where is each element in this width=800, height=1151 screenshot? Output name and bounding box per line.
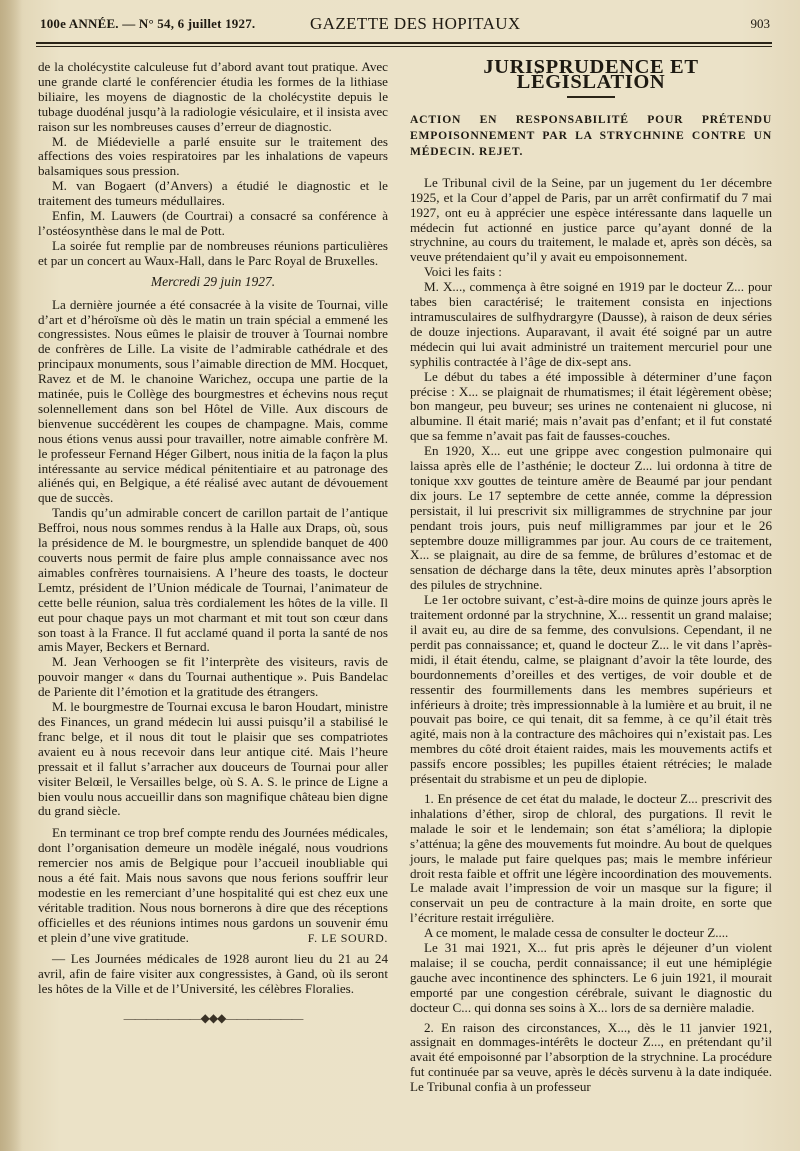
- issue-line: 100e ANNÉE. — N° 54, 6 juillet 1927.: [40, 16, 256, 31]
- page-number: 903: [750, 16, 770, 31]
- paragraph: En terminant ce trop bref compte rendu des Journées médicales, dont l’organisation demeure un modèle inégalé, nous voudrions remercier nos amis de Belgique pour l’accueil inoubliable qui nous a été fait. Mais nous savons que nous ferions souffrir leur modestie en les remerciant d’une hospitalité qui est chez eux une véritable tradition. Nous nous bornerons à dire que des réceptions officielles et des réunions intimes nous gardons un souvenir ému et plein d’une vive gratitude.: [38, 825, 388, 945]
- title-rule: [567, 96, 615, 98]
- section-title: JURISPRUDENCE ET LÉGISLATION: [483, 56, 699, 93]
- article-subheading: ACTION EN RESPONSABILITÉ POUR PRÉTENDU EMPOISONNEMENT PAR LA STRYCHNINE CONTRE UN MÉDECIN. REJET.: [410, 112, 772, 158]
- right-column: [410, 56, 772, 1095]
- paragraph: de la cholécystite calculeuse fut d’abord avant tout pratique. Avec une grande clarté le conférencier étudia les formes de la lithiase biliaire, les moyens de diagnostic de la cholécystite depuis le tubage duodénal jusqu’à la radiologie vésiculaire, et il insista avec raison sur les nombreuses causes d’erreur de diagnostic.: [38, 59, 388, 134]
- paragraph: — Les Journées médicales de 1928 auront lieu du 21 au 24 avril, afin de faire visiter aux congressistes, à Gand, où ils seront les hôtes de la Ville et de l’Université, les célèbres Floralies.: [38, 951, 388, 997]
- section-ornament: ———————◆◆◆———————: [123, 1011, 303, 1026]
- paragraph: Le 31 mai 1921, X... fut pris après le déjeuner d’un violent malaise; il se coucha, perdit connaissance; il eut une hémiplégie gauche avec incontinence des sphincters. Le 6 juin 1921, il mourait emporté par une congestion cérébrale, suivant le diagnostic du docteur C... qui donna ses soins à X... lors de sa dernière maladie.: [410, 940, 772, 1015]
- paragraph: 2. En raison des circonstances, X..., dès le 11 janvier 1921, assignait en dommages-intérêts le docteur Z..., en prétendant qu’il avait été empoisonné par l’absorption de la strychnine. La procédure fut continuée par sa veuve, après le décès survenu à la date indiquée. Le Tribunal confia à un professeur: [410, 1019, 772, 1095]
- paragraph: M. Jean Verhoogen se fit l’interprète des visiteurs, ravis de pouvoir manger « dans du Tournai authentique ». Puis Bandelac de Pariente dit l’émotion et la gratitude des étrangers.: [38, 654, 388, 700]
- paragraph: Tandis qu’un admirable concert de carillon partait de l’antique Beffroi, nous nous sommes rendus à la Halle aux Draps, où, sous la présidence de M. le bourgmestre, un splendide banquet de 400 couverts nous permit de faire plus ample connaissance avec nos aimables confrères tournaisiens. A l’heure des toasts, le docteur Lemtz, président de l’Union médicale de Tournai, l’animateur de cette belle réunion, salua très cordialement les hôtes de la ville. Il eut pour chaque pays un mot charmant et mit tout son cœur dans son toast à la France. Il fut acclamé quand il porta la santé de nos amis Mayer, Beckers et Bernard.: [38, 505, 388, 655]
- left-column: [38, 60, 388, 1026]
- paragraph: A ce moment, le malade cessa de consulter le docteur Z....: [424, 925, 729, 941]
- page-binding-shadow: [0, 0, 22, 1151]
- author-signature: F. LE SOURD.: [307, 930, 388, 945]
- paragraph: En 1920, X... eut une grippe avec congestion pulmonaire qui laissa après elle de l’asthénie; le docteur Z... lui ordonna à titre de tonique xxv gouttes de teinture amère de Beaumé par jour pendant dix jours. Le 17 septembre de cette année, comme la dépression persistait, il lui prescrivit six milligrammes de strychnine par jour pendant trois jours, puis neuf milligrammes par jour et le 26 septembre douze milligrammes par jour. Au cours de ce traitement, X... se plaignait, au dire de sa femme, de brûlures d’estomac et de sensation de décharge dans la tête, deux minutes après l’absorption des pilules de strychnine.: [410, 443, 772, 593]
- paragraph: La soirée fut remplie par de nombreuses réunions particulières et par un concert au Waux-Hall, dans le Parc Royal de Bruxelles.: [38, 237, 388, 268]
- header-rule-thick: [36, 42, 772, 44]
- paragraph: Le Tribunal civil de la Seine, par un jugement du 1er décembre 1925, et la Cour d’appel de Paris, par un arrêt confirmatif du 7 mai 1927, ont eu à apprécier une espèce intéressante dans laquelle un médecin fut actionné en justice parce qu’ayant donné de la strychnine, au cours du traitement, le malade et, après son décès, sa veuve prétendaient qu’il y avait eu empoisonnement.: [410, 174, 772, 265]
- paragraph: M. X..., commença à être soigné en 1919 par le docteur Z... pour tabes bien caractérisé; le traitement consista en injections intramusculaires de sulfhydrargyre (Dausse), à raison de deux séries de douze injections. Auparavant, il avait été soigné par un autre médecin qui lui avait administré un traitement mercuriel pour une syphilis contractée à l’âge de dix-sept ans.: [410, 279, 772, 369]
- paragraph: Voici les faits :: [424, 264, 502, 280]
- paragraph: La dernière journée a été consacrée à la visite de Tournai, ville d’art et d’héroïsme où dès le matin un train spécial a emmené les congressistes. Nous eûmes le plaisir de trouver à Tournai nombre de confrères de Lille. La visite de l’admirable cathédrale et des principaux monuments, sous l’aimable direction de MM. Hocquet, Ravez et de M. le chanoine Warichez, occupa une partie de la matinée, puis le Collège des bourgmestres et échevins nous reçut solennellement dans son bel Hôtel de Ville. Aux discours de bienvenue succédèrent les coupes de champagne. Mais, comme nous étions venus aussi pour travailler, notre aimable confrère M. le professeur Fernand Héger Gilbert, nous initia de la façon la plus intéressante au service médical pénitentiaire et au patronage des aliénés qui, en Belgique, a été réalisé avec autant de dévouement que de succès.: [38, 296, 388, 506]
- running-header: [40, 14, 770, 36]
- paragraph: M. le bourgmestre de Tournai excusa le baron Houdart, ministre des Finances, un grand médecin lui aussi puisqu’il a stabilisé le franc belge, et il nous dit tout le plaisir que ses compatriotes avaient eu à nous recevoir dans leur antique cité. Mais l’heure pressait et il fallut s’arracher aux douceurs de Tournai pour aller visiter Belœil, le Versailles belge, où S. A. S. le prince de Ligne a bien voulu nous accueillir dans son magnifique château bien digne du grand siècle.: [38, 699, 388, 819]
- paragraph: M. de Miédevielle a parlé ensuite sur le traitement des affections des voies respiratoires par les inhalations de vapeurs balsamiques sous pression.: [38, 133, 388, 179]
- paragraph: Le début du tabes a été impossible à déterminer d’une façon précise : X... se plaignait de rhumatismes; il était légèrement obèse; bon mangeur, peu buveur; ses urines ne contenaient ni glucose, ni albumine. Il était marié; mais n’avait pas d’enfant; et il fut constaté que sa femme n’avait pas fait de fausses-couches.: [410, 368, 772, 444]
- header-rule-thin: [36, 46, 772, 47]
- date-heading: Mercredi 29 juin 1927.: [150, 273, 276, 289]
- paragraph: M. van Bogaert (d’Anvers) a étudié le diagnostic et le traitement des tumeurs médullaires.: [38, 178, 388, 209]
- journal-title: GAZETTE DES HOPITAUX: [310, 14, 521, 33]
- paragraph: Le 1er octobre suivant, c’est-à-dire moins de quinze jours après le traitement ordonné par la strychnine, X... ressentit un grand malaise; il avait eu, au dire de sa femme, des convulsions. Cependant, il ne perdit pas connaissance; et, quand le docteur Z... le vit dans l’après-midi, il était étendu, calme, se plaignant d’avoir la tête lourde, des bourdonnements d’oreilles et des vertiges, de voir double et de ressentir des fourmillements dans les membres supérieurs et inférieurs à droite; très impressionnable à la lumière et au bruit, il ne pouvait pas boire, ce qui tenait, dit sa femme, à ce qu’il était très agité, mais non à la contracture des mâchoires qui n’existait pas. Les membres du côté droit étaient raides, mais les mouvements actifs et passifs encore possibles; les pupilles étaient rétrécies; le malade présentait du strabisme et un peu de diplopie.: [410, 592, 772, 787]
- paragraph: Enfin, M. Lauwers (de Courtrai) a consacré sa conférence à l’ostéosynthèse dans le mal de Pott.: [38, 208, 388, 238]
- paragraph: 1. En présence de cet état du malade, le docteur Z... prescrivit des inhalations d’éther, sirop de chloral, des purgations. Il revit le malade le soir et le lendemain; son état s’améliora; la diplopie s’atténua; la gêne des mouvements fut moindre. Au bout de quelques jours, le malade put faire quelques pas; mais le membre inférieur droit resta faible et offrit une légère incoordination des mouvements. Le malade avait l’impression de voir un masque sur la figure; il conservait un peu de contracture à la main droite, en sorte que l’écriture restait irrégulière.: [410, 790, 772, 926]
